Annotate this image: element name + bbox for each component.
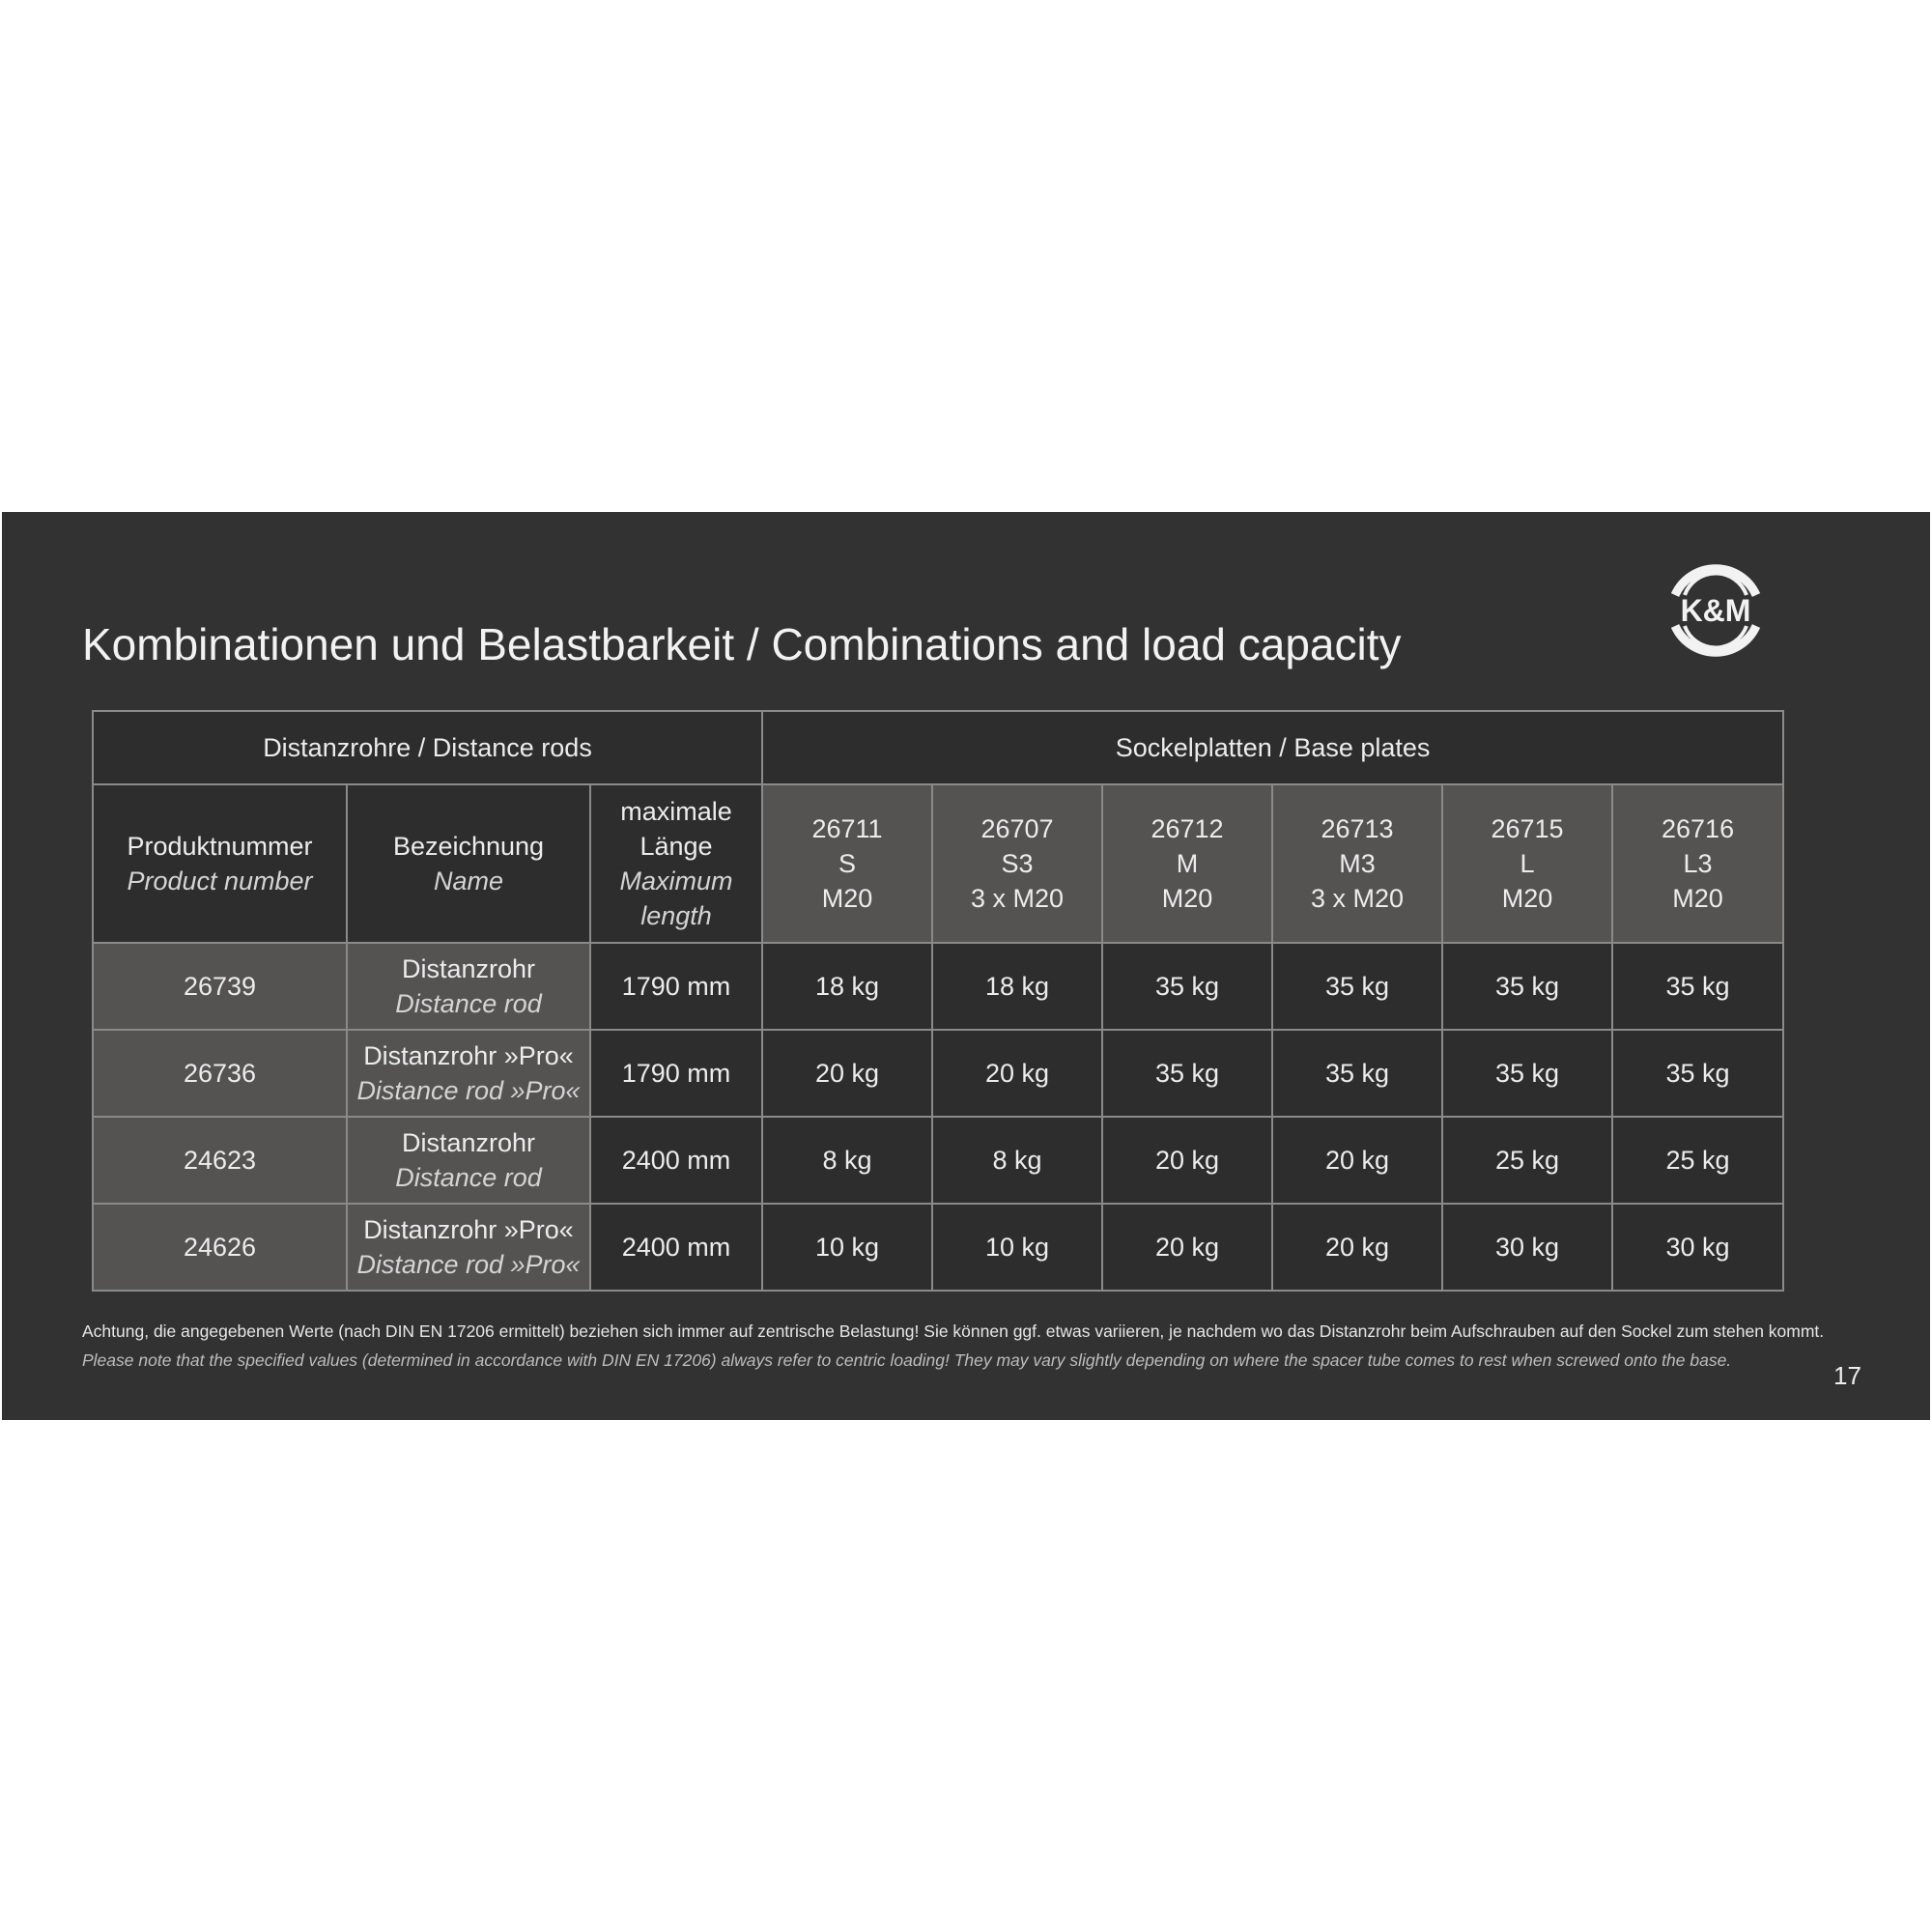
load-cell: 35 kg <box>1612 943 1783 1030</box>
product-number-cell: 24623 <box>93 1117 347 1204</box>
load-cell: 30 kg <box>1442 1204 1612 1291</box>
plate-header <box>762 784 932 943</box>
load-cell: 8 kg <box>932 1117 1102 1204</box>
product-number-cell: 24626 <box>93 1204 347 1291</box>
header-length-de-2: Länge <box>639 832 713 861</box>
length-cell: 1790 mm <box>590 943 762 1030</box>
rod-name-en: Distance rod »Pro« <box>356 1076 581 1105</box>
plate-thread: 3 x M20 <box>1311 884 1405 913</box>
load-cell: 25 kg <box>1442 1117 1612 1204</box>
load-cell: 20 kg <box>1272 1204 1442 1291</box>
plate-number: 26707 <box>980 814 1054 843</box>
page-title: Kombinationen und Belastbarkeit / Combinations and load capacity <box>82 619 1402 669</box>
header-product-number-en: Product number <box>127 867 313 895</box>
header-name <box>347 784 590 943</box>
load-cell: 35 kg <box>1442 1030 1612 1117</box>
rod-name-de: Distanzrohr »Pro« <box>363 1041 574 1070</box>
length-cell: 2400 mm <box>590 1204 762 1291</box>
group-header-rods: Distanzrohre / Distance rods <box>93 711 762 784</box>
plate-header <box>1102 784 1272 943</box>
header-length-en-1: Maximum <box>619 867 733 895</box>
load-cell: 35 kg <box>1102 1030 1272 1117</box>
table-row <box>93 1030 1783 1117</box>
load-cell: 10 kg <box>932 1204 1102 1291</box>
length-cell: 2400 mm <box>590 1117 762 1204</box>
length-cell: 1790 mm <box>590 1030 762 1117</box>
rod-name-de: Distanzrohr »Pro« <box>363 1215 574 1244</box>
plate-size: S3 <box>1001 849 1034 878</box>
plate-size: S <box>838 849 857 878</box>
table-row <box>93 1204 1783 1291</box>
page-number: 17 <box>1833 1361 1861 1390</box>
rod-name-de: Distanzrohr <box>401 1128 536 1157</box>
load-cell: 10 kg <box>762 1204 932 1291</box>
plate-header <box>1612 784 1783 943</box>
plate-thread: M20 <box>821 884 873 913</box>
plate-number: 26711 <box>811 814 883 843</box>
rod-name-cell <box>347 943 590 1030</box>
header-product-number-de: Produktnummer <box>127 832 313 861</box>
load-cell: 35 kg <box>1272 1030 1442 1117</box>
rod-name-cell <box>347 1030 590 1117</box>
rod-name-en: Distance rod »Pro« <box>356 1250 581 1279</box>
load-cell: 35 kg <box>1442 943 1612 1030</box>
load-cell: 20 kg <box>762 1030 932 1117</box>
header-length-en-2: length <box>640 901 712 930</box>
rod-name-en: Distance rod <box>395 989 542 1018</box>
load-cell: 18 kg <box>762 943 932 1030</box>
load-cell: 8 kg <box>762 1117 932 1204</box>
load-cell: 20 kg <box>1272 1117 1442 1204</box>
plate-number: 26713 <box>1321 814 1394 843</box>
load-cell: 35 kg <box>1102 943 1272 1030</box>
km-logo <box>1662 560 1770 661</box>
plate-number: 26715 <box>1491 814 1564 843</box>
table-row <box>93 943 1783 1030</box>
rod-name-en: Distance rod <box>395 1163 542 1192</box>
header-max-length <box>590 784 762 943</box>
plate-thread: M20 <box>1161 884 1213 913</box>
header-name-en: Name <box>433 867 504 895</box>
plate-thread: M20 <box>1501 884 1553 913</box>
plate-size: L3 <box>1683 849 1713 878</box>
load-cell: 20 kg <box>1102 1117 1272 1204</box>
plate-number: 26712 <box>1151 814 1224 843</box>
load-cell: 30 kg <box>1612 1204 1783 1291</box>
group-header-row <box>93 711 1783 784</box>
plate-size: L <box>1520 849 1535 878</box>
load-cell: 20 kg <box>932 1030 1102 1117</box>
table-row <box>93 1117 1783 1204</box>
plate-header <box>1272 784 1442 943</box>
column-header-row <box>93 784 1783 943</box>
plate-size: M3 <box>1339 849 1376 878</box>
footnote-de: Achtung, die angegebenen Werte (nach DIN EN 17206 ermittelt) beziehen sich immer auf zentrische Belastung! Sie können ggf. etwas variieren, je nachdem wo das Distanzrohr beim Aufschrauben auf den Sockel zum stehen kommt. <box>82 1321 1825 1341</box>
plate-size: M <box>1176 849 1199 878</box>
plate-number: 26716 <box>1662 814 1735 843</box>
footnote-en: Please note that the specified values (determined in accordance with DIN EN 17206) always refer to centric loading! They may vary slightly depending on where the spacer tube comes to rest when screwed onto the base. <box>82 1350 1732 1370</box>
product-number-cell: 26739 <box>93 943 347 1030</box>
plate-thread: M20 <box>1672 884 1723 913</box>
rod-name-cell <box>347 1204 590 1291</box>
rod-name-de: Distanzrohr <box>401 954 536 983</box>
load-cell: 18 kg <box>932 943 1102 1030</box>
load-cell: 35 kg <box>1272 943 1442 1030</box>
group-header-plates: Sockelplatten / Base plates <box>762 711 1783 784</box>
logo-text: K&M <box>1680 593 1751 628</box>
product-number-cell: 26736 <box>93 1030 347 1117</box>
plate-thread: 3 x M20 <box>971 884 1065 913</box>
header-name-de: Bezeichnung <box>392 832 545 861</box>
plate-header <box>932 784 1102 943</box>
load-cell: 35 kg <box>1612 1030 1783 1117</box>
plate-header <box>1442 784 1612 943</box>
load-capacity-table <box>92 710 1784 1292</box>
header-length-de-1: maximale <box>620 797 732 826</box>
load-cell: 20 kg <box>1102 1204 1272 1291</box>
load-cell: 25 kg <box>1612 1117 1783 1204</box>
header-product-number <box>93 784 347 943</box>
rod-name-cell <box>347 1117 590 1204</box>
